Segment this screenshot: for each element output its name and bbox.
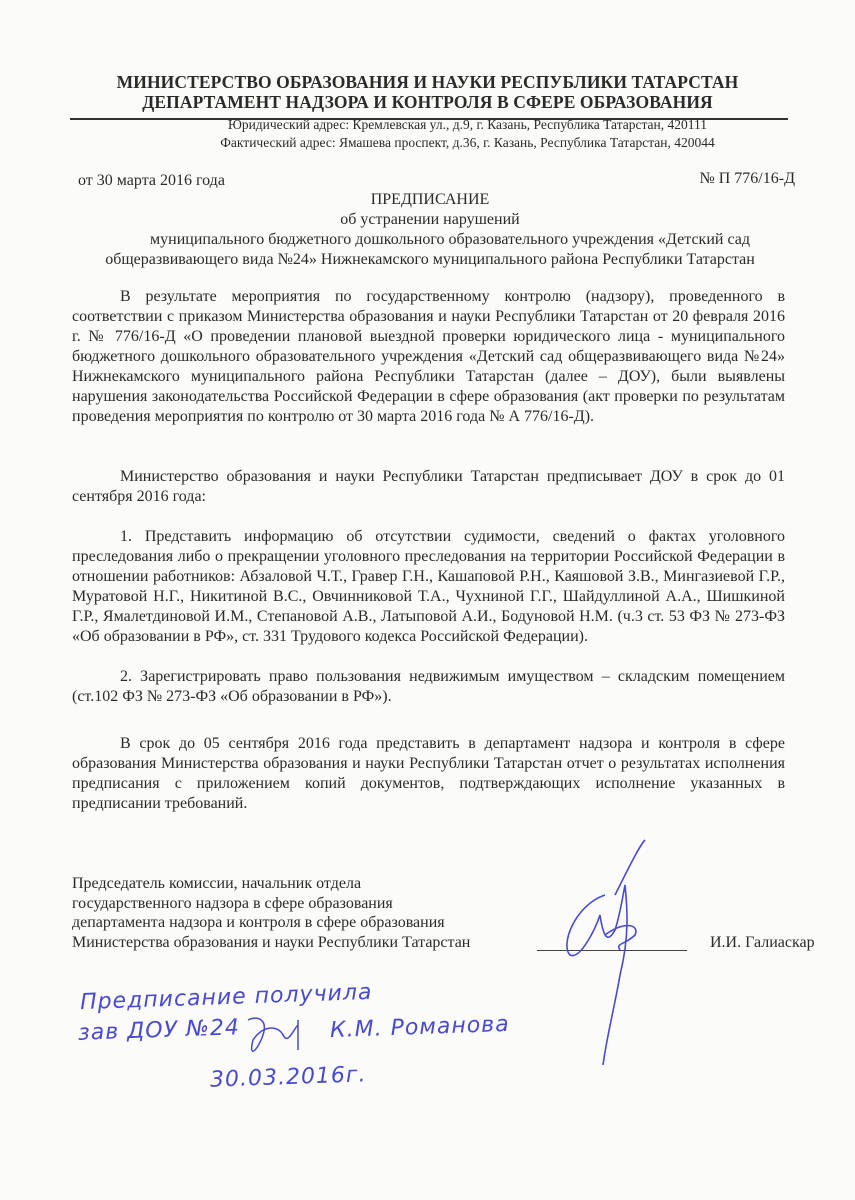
ministry-name: МИНИСТЕРСТВО ОБРАЗОВАНИЯ И НАУКИ РЕСПУБЛИКИ ТАТАРСТАН — [116, 72, 739, 92]
legal-address: Юридический адрес: Кремлевская ул., д.9, г. Казань, Республика Татарстан, 420111 — [227, 117, 708, 132]
paragraph-deadline: В срок до 05 сентября 2016 года представить в департамент надзора и контроля в сфере образования Министерства образования и науки Республики Татарстан отчет о результатах исполнения предписания с приложением копий документов, подтверждающих исполнение указанных в предписании требований. — [72, 735, 785, 812]
document-number: № П 776/16-Д — [699, 170, 795, 187]
handwritten-date: 30.03.2016г. — [209, 1062, 367, 1093]
institution-line1: муниципального бюджетного дошкольного образовательного учреждения «Детский сад — [150, 231, 750, 248]
institution-line2: общеразвивающего вида №24» Нижнекамского муниципального района Республики Татарстан — [105, 251, 755, 268]
signature-mark — [545, 835, 665, 1075]
handwritten-receipt-line2: зав ДОУ №24 — [77, 1015, 241, 1046]
signatory-name: И.И. Галиаскар — [710, 934, 815, 951]
document-date: от 30 марта 2016 года — [78, 172, 225, 189]
actual-address: Фактический адрес: Ямашева проспект, д.36, г. Казань, Республика Татарстан, 420044 — [220, 135, 715, 150]
document-title: ПРЕДПИСАНИЕ — [370, 191, 490, 208]
order-item-2: 2. Зарегистрировать право пользования недвижимым имуществом – складским помещением (ст.102 ФЗ № 273-ФЗ «Об образовании в РФ»). — [72, 668, 785, 705]
handwritten-recipient-name: К.М. Романова — [329, 1011, 511, 1044]
handwritten-receipt-line1: Предписание получила — [79, 979, 373, 1016]
paragraph-inspection: В результате мероприятия по государственному контролю (надзору), проведенного в соответствии с приказом Министерства образования и науки Республики Татарстан от 20 февраля 2016 г. № 776/16-Д «О проведении плановой выездной проверки юридического лица - муниципального бюджетного дошкольного образовательного учреждения «Детский сад общеразвивающего вида №24» Нижнекамского муниципального района Республики Татарстан (далее – ДОУ), были выявлены нарушения законодательства Российской Федерации в сфере образования (акт проверки по результатам проведения мероприятия по контролю от 30 марта 2016 года № А 776/16-Д). — [72, 288, 785, 425]
position-line: департамента надзора и контроля в сфере образования — [72, 914, 445, 931]
recipient-signature-mark — [238, 1010, 328, 1065]
signatory-position — [72, 874, 470, 952]
department-name: ДЕПАРТАМЕНТ НАДЗОРА И КОНТРОЛЯ В СФЕРЕ ОБРАЗОВАНИЯ — [142, 92, 713, 112]
position-line: Председатель комиссии, начальник отдела — [72, 875, 362, 892]
paragraph-order: Министерство образования и науки Республики Татарстан предписывает ДОУ в срок до 01 сентября 2016 года: — [72, 468, 785, 505]
order-item-1: 1. Представить информацию об отсутствии судимости, сведений о фактах уголовного преследования либо о прекращении уголовного преследования на территории Российской Федерации в отношении работников: Абзаловой Ч.Т., Гравер Г.Н., Кашаповой Р.Н., Каяшовой З.В., Мингазиевой Г.Р., Муратовой Н.Г., Никитиной В.С., Овчинниковой Т.А., Чухниной Г.Г., Шайдуллиной А.А., Шишкиной Г.Р., Ямалетдиновой И.М., Степановой А.В., Латыповой А.И., Бодуновой Н.М. (ч.3 ст. 53 ФЗ № 273-ФЗ «Об образовании в РФ», ст. 331 Трудового кодекса Российской Федерации). — [72, 528, 785, 645]
position-line: государственного надзора в сфере образования — [72, 894, 393, 912]
position-line: Министерства образования и науки Республики Татарстан — [72, 933, 471, 951]
document-subtitle: об устранении нарушений — [340, 211, 520, 228]
